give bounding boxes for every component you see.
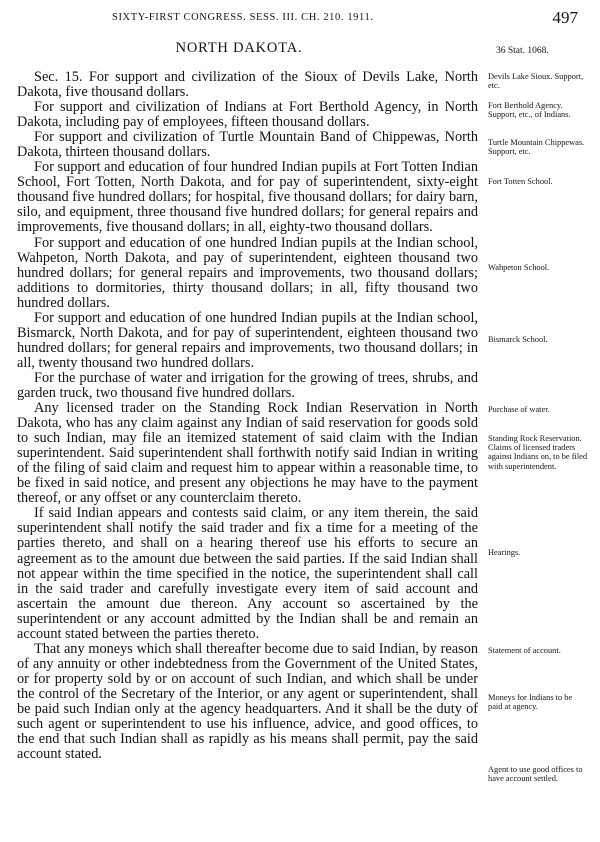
paragraph-wahpeton: For support and education of one hundred Indian pupils at the Indian school, Wahpeton, North Dakota, and pay of superintendent, eighteen thousand two hundred dollars; for general repairs and improvements, two thousand dollars; additions to dormitories, thirty thousand dollars; in all, fifty thousand two hundred dollars. <box>17 234 478 311</box>
section-title: NORTH DAKOTA. <box>175 40 303 56</box>
paragraph-standing-rock: Any licensed trader on the Standing Rock Indian Reservation in North Dakota, who has any claim against any Indian of said reservation for goods sold to such Indian, may file an itemized statement of said claim with the Indian superintendent. Said superintendent shall forthwith notify said Indian in writing of the filing of said claim and request him to appear within a reasonable time, to be fixed in said notice, and present any objections he may have to the payment thereof, or any offset or any counterclaim thereto. <box>17 400 478 507</box>
paragraph-bismarck: For support and education of one hundred Indian pupils at the Indian school, Bismarck, North Dakota, and for pay of superintendent, eighteen thousand two hundred dollars; for general repairs and improvements, two thousand dollars; in all, twenty thousand two hundred dollars. <box>17 309 478 371</box>
margin-note-devils-lake: Devils Lake Sioux. Support, etc. <box>488 72 584 91</box>
paragraph-moneys: That any moneys which shall thereafter become due to said Indian, by reason of any annuity or other indebtedness from the Government of the United States, or for property sold by or on account of such Indian, and which shall be under the control of the Secretary of the Interior, or any agent or superintendent, shall be paid such Indian only at the agency headquarters. And it shall be the duty of such agent or superintendent to use his influence, advice, and good offices, to the end that such Indian shall as rapidly as his means shall permit, pay the said account stated. <box>17 640 478 763</box>
running-header <box>0 8 600 30</box>
margin-note-hearings: Hearings. <box>488 548 521 557</box>
margin-note-moneys: Moneys for Indians to be paid at agency. <box>488 693 573 712</box>
paragraph-devils-lake: Sec. 15. For support and civilization of the Sioux of Devils Lake, North Dakota, five thousand dollars. <box>17 69 478 101</box>
paragraph-fort-totten: For support and education of four hundred Indian pupils at Fort Totten Indian School, Fort Totten, North Dakota, and for pay of superintendent, sixty-eight thousand five hundred dollars; for hospital, five thousand dollars; for dairy barn, silo, and equipment, three thousand five hundred dollars; for general repairs and improvements, five thousand dollars; in all, eighty-two thousand dollars. <box>17 159 478 236</box>
paragraph-hearings: If said Indian appears and contests said claim, or any item therein, the said superintendent shall notify the said trader and fix a time for a meeting of the parties thereto, and shall on a hearing thereof use his efforts to secure an agreement as to the amount due between the said parties. If the said Indian shall not appear within the time specified in the notice, the superintendent shall call in the said trader and carefully investigate every item of said account and ascertain the amount due thereon. Any account so ascertained by the superintendent or any account admitted by the Indian shall be and remain an account stated between the parties thereto. <box>17 505 478 642</box>
page-number: 497 <box>552 8 578 27</box>
margin-note-agent: Agent to use good offices to have account settled. <box>488 765 583 784</box>
paragraph-fort-berthold: For support and civilization of Indians at Fort Berthold Agency, in North Dakota, including pay of employees, fifteen thousand dollars. <box>17 99 478 131</box>
paragraph-turtle-mountain: For support and civilization of Turtle Mountain Band of Chippewas, North Dakota, thirteen thousand dollars. <box>17 129 478 161</box>
margin-note-bismarck: Bismarck School. <box>488 335 548 344</box>
margin-note-fort-berthold: Fort Berthold Agency. Support, etc., of Indians. <box>488 101 571 120</box>
margin-note-fort-totten: Fort Totten School. <box>488 177 553 186</box>
paragraph-water: For the purchase of water and irrigation for the growing of trees, shrubs, and garden truck, two thousand five hundred dollars. <box>17 369 478 401</box>
margin-note-wahpeton: Wahpeton School. <box>488 263 550 272</box>
body-text <box>17 70 478 762</box>
margin-note-standing-rock: Standing Rock Reservation. Claims of licensed traders against Indians on, to be filed with superintendent. <box>488 434 588 471</box>
margin-note-turtle-mountain: Turtle Mountain Chippewas. Support, etc. <box>488 138 585 157</box>
stat-reference: 36 Stat. 1068. <box>496 46 549 56</box>
running-title: SIXTY-FIRST CONGRESS. SESS. III. CH. 210. 1911. <box>112 12 374 23</box>
margin-note-purchase-water: Purchase of water. <box>488 405 550 414</box>
margin-note-statement: Statement of account. <box>488 646 561 655</box>
